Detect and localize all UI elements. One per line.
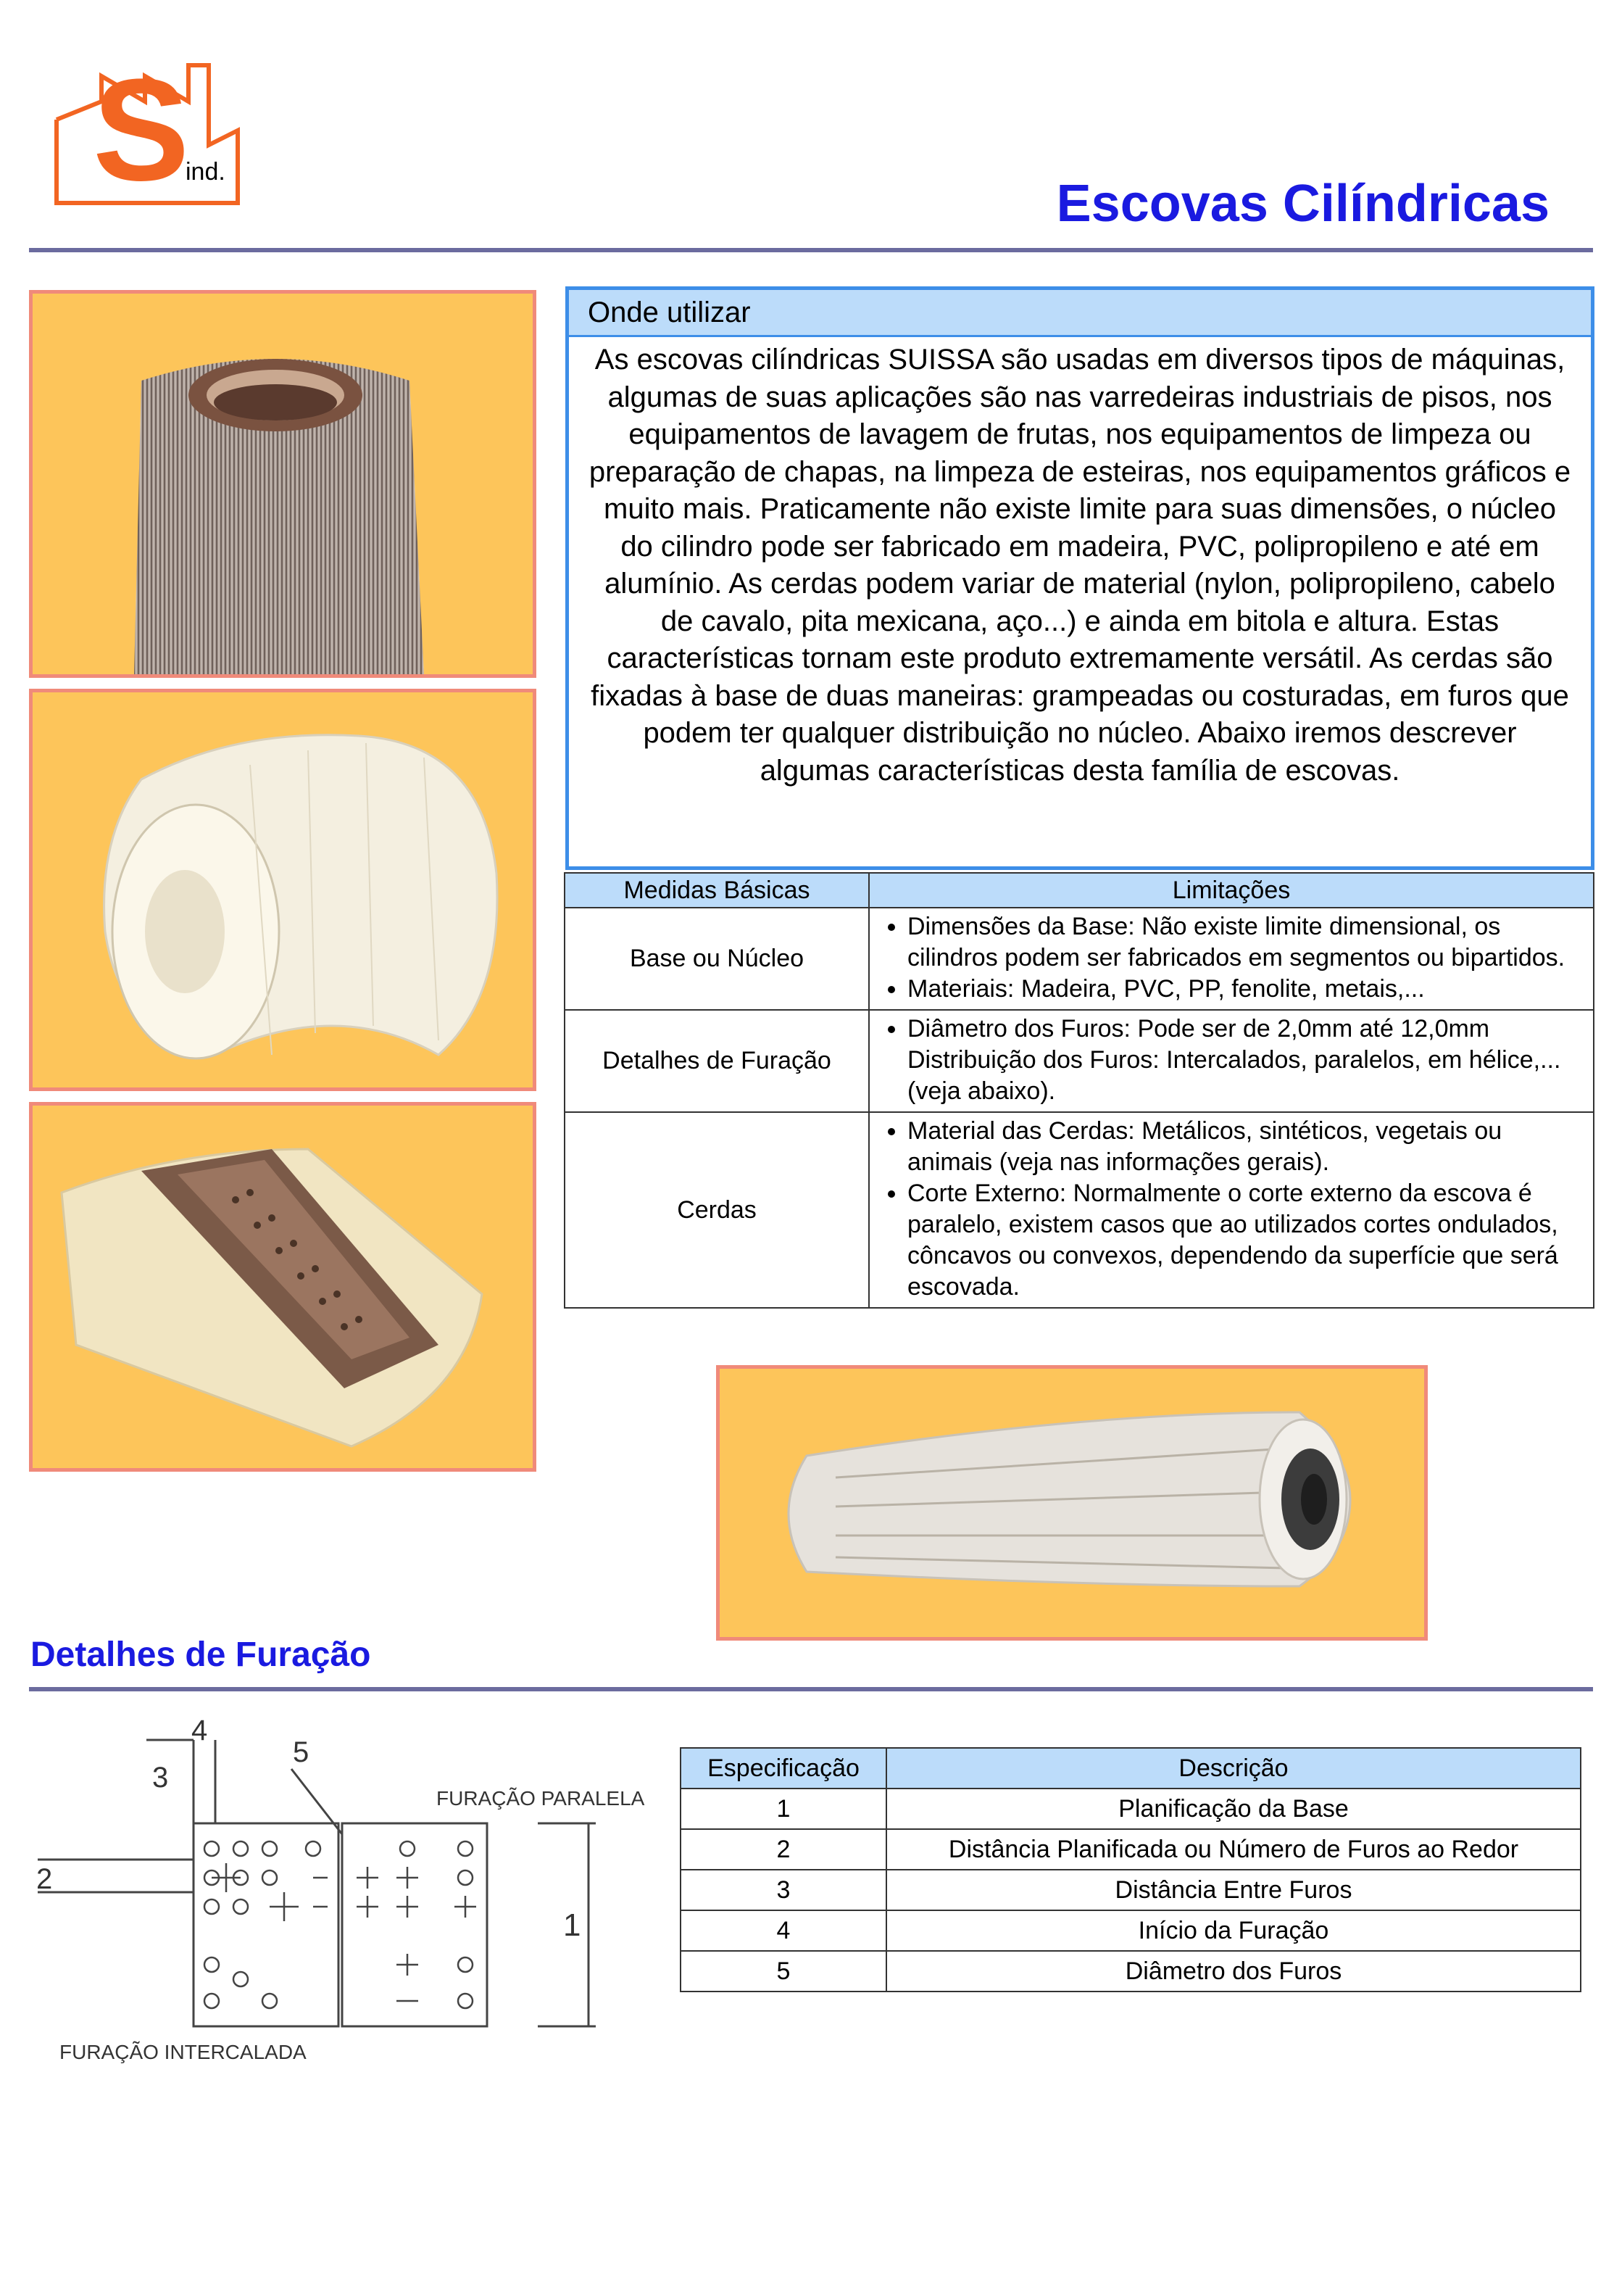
spec-description: Diâmetro dos Furos bbox=[886, 1951, 1581, 1992]
where-to-use-box bbox=[565, 286, 1594, 870]
photo-long-cylinder-brush bbox=[716, 1365, 1428, 1641]
table-row bbox=[681, 1951, 1581, 1992]
row-category: Cerdas bbox=[565, 1112, 869, 1308]
channel-core-bristle-brush-photo-icon bbox=[33, 1106, 533, 1468]
limitation-item: • Diâmetro dos Furos: Pode ser de 2,0mm até 12,0mm Distribuição dos Furos: Intercalados, paralelos, em hélice,... (veja abaixo). bbox=[907, 1014, 1593, 1107]
spec-description: Planificação da Base bbox=[886, 1789, 1581, 1829]
table-row bbox=[681, 1870, 1581, 1910]
row-category: Base ou Núcleo bbox=[565, 908, 869, 1010]
table-row bbox=[565, 1112, 1594, 1308]
white-bristle-disc-brush-photo-icon bbox=[33, 692, 533, 1087]
spec-number: 1 bbox=[681, 1789, 886, 1829]
limits-table bbox=[564, 872, 1594, 1309]
where-to-use-heading: Onde utilizar bbox=[569, 290, 1591, 337]
spec-number: 5 bbox=[681, 1951, 886, 1992]
header-description: Descrição bbox=[886, 1748, 1581, 1789]
spec-number: 2 bbox=[681, 1829, 886, 1870]
photo-white-disc-brush bbox=[29, 689, 536, 1091]
table-row bbox=[565, 908, 1594, 1010]
table-row bbox=[681, 1789, 1581, 1829]
limitation-item: • Dimensões da Base: Não existe limite dimensional, os cilindros podem ser fabricados em segmentos ou bipartidos. bbox=[907, 911, 1593, 974]
spec-number: 3 bbox=[681, 1870, 886, 1910]
photo-channel-brush bbox=[29, 1102, 536, 1472]
spec-number: 4 bbox=[681, 1910, 886, 1951]
company-logo bbox=[51, 51, 246, 210]
label-staggered-drilling: FURAÇÃO INTERCALADA bbox=[59, 2041, 307, 2063]
spec-description: Início da Furação bbox=[886, 1910, 1581, 1951]
steel-bristle-brush-photo-icon bbox=[33, 294, 533, 674]
limitation-item: • Materiais: Madeira, PVC, PP, fenolite, metais,... bbox=[907, 974, 1593, 1005]
limitation-item: • Material das Cerdas: Metálicos, sintéticos, vegetais ou animais (veja nas informações gerais). bbox=[907, 1116, 1593, 1178]
dim-label-2: 2 bbox=[36, 1863, 53, 1895]
drilling-diagram bbox=[30, 1718, 668, 2073]
row-category: Detalhes de Furação bbox=[565, 1010, 869, 1112]
dim-label-4: 4 bbox=[191, 1718, 208, 1746]
logo-suffix: ind. bbox=[186, 158, 225, 186]
header-specification: Especificação bbox=[681, 1748, 886, 1789]
table-row bbox=[681, 1910, 1581, 1951]
spec-description: Distância Entre Furos bbox=[886, 1870, 1581, 1910]
spec-description: Distância Planificada ou Número de Furos ao Redor bbox=[886, 1829, 1581, 1870]
table-row bbox=[565, 1010, 1594, 1112]
header-divider bbox=[29, 248, 1593, 252]
page-title: Escovas Cilíndricas bbox=[1056, 175, 1550, 233]
header-basic-measures: Medidas Básicas bbox=[565, 873, 869, 908]
label-parallel-drilling: FURAÇÃO PARALELA bbox=[436, 1787, 645, 1810]
table-row bbox=[681, 1829, 1581, 1870]
spec-table bbox=[680, 1747, 1581, 1992]
long-cylindrical-brush-photo-icon bbox=[720, 1369, 1424, 1637]
dim-label-3: 3 bbox=[152, 1762, 169, 1794]
drilling-details-title: Detalhes de Furação bbox=[30, 1636, 371, 1674]
section-divider bbox=[29, 1687, 1593, 1691]
dim-label-5: 5 bbox=[293, 1736, 309, 1768]
spec-table-header bbox=[681, 1748, 1581, 1789]
logo-letter: S bbox=[93, 49, 190, 211]
photo-steel-brush bbox=[29, 290, 536, 678]
header-limitations: Limitações bbox=[869, 873, 1594, 908]
limits-table-header bbox=[565, 873, 1594, 908]
dim-label-1: 1 bbox=[563, 1907, 581, 1943]
limitation-item: • Corte Externo: Normalmente o corte externo da escova é paralelo, existem casos que ao utilizados cortes ondulados, côncavos ou convexos, dependendo da superfície que será escovada. bbox=[907, 1178, 1593, 1303]
where-to-use-text: As escovas cilíndricas SUISSA são usadas em diversos tipos de máquinas, algumas de suas aplicações são nas varredeiras industriais de pisos, nos equipamentos de lavagem de frutas, nos equipamentos de limpeza ou preparação de chapas, na limpeza de esteiras, nos equipamentos gráficos e muito mais. Praticamente não existe limite para suas dimensões, o núcleo do cilindro pode ser fabricado em madeira, PVC, polipropileno e até em alumínio. As cerdas podem variar de material (nylon, polipropileno, cabelo de cavalo, pita mexicana, aço...) e ainda em bitola e altura. Estas características tornam este produto extremamente versátil. As cerdas são fixadas à base de duas maneiras: grampeadas ou costuradas, em furos que podem ter qualquer distribuição no núcleo. Abaixo iremos descrever algumas características desta família de escovas. bbox=[589, 344, 1571, 787]
